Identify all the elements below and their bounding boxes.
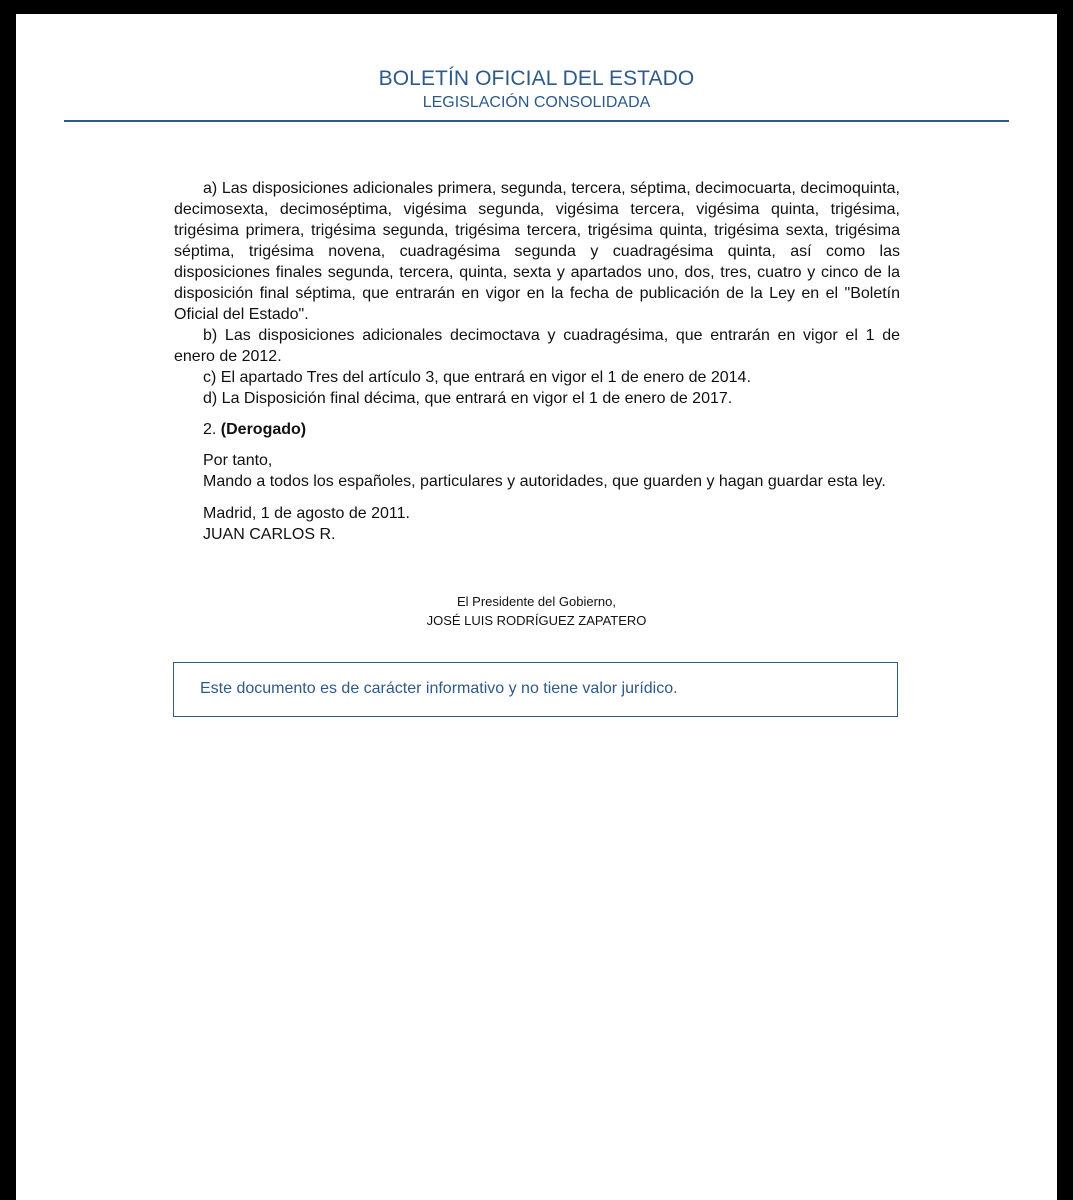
- header-title: BOLETÍN OFICIAL DEL ESTADO: [378, 67, 695, 90]
- paragraph-item-b: b) Las disposiciones adicionales decimoctava y cuadragésima, que entrarán en vigor el 1 de enero de 2012.: [174, 327, 900, 365]
- countersignature: [16, 592, 1057, 630]
- header-subtitle: LEGISLACIÓN CONSOLIDADA: [422, 94, 651, 111]
- header-divider: [64, 120, 1009, 122]
- king-signature: JUAN CARLOS R.: [203, 526, 336, 543]
- document-header: [16, 66, 1057, 114]
- paragraph-item-c: c) El apartado Tres del artículo 3, que entrará en vigor el 1 de enero de 2014.: [203, 369, 751, 386]
- paragraph-point-2: [174, 419, 900, 440]
- countersign-role: El Presidente del Gobierno,: [457, 594, 616, 609]
- paragraph-por-tanto: Por tanto,: [203, 452, 273, 469]
- disclaimer-box: [173, 662, 898, 717]
- paragraph-mando: Mando a todos los españoles, particulares y autoridades, que guarden y hagan guardar esta ley.: [203, 473, 886, 490]
- paragraph-item-a: a) Las disposiciones adicionales primera, segunda, tercera, séptima, decimocuarta, decimoquinta, decimosexta, decimoséptima, vigésima segunda, vigésima tercera, vigésima quinta, trigésima, trigésima primera, trigésima segunda, trigésima tercera, trigésima quinta, trigésima sexta, trigésima séptima, trigésima novena, cuadragésima segunda y cuadragésima quinta, así como las disposiciones finales segunda, tercera, quinta, sexta y apartados uno, dos, tres, cuatro y cinco de la disposición final séptima, que entrarán en vigor en la fecha de publicación de la Ley en el "Boletín Oficial del Estado".: [174, 180, 900, 323]
- paragraph-item-d: d) La Disposición final décima, que entrará en vigor el 1 de enero de 2017.: [203, 390, 733, 407]
- point-2-status: (Derogado): [220, 421, 307, 438]
- document-body: [174, 178, 900, 545]
- disclaimer-text: Este documento es de carácter informativo y no tiene valor jurídico.: [200, 680, 678, 697]
- document-page: [16, 14, 1057, 1200]
- paragraph-place-date: Madrid, 1 de agosto de 2011.: [203, 505, 410, 522]
- point-2-number: 2.: [203, 421, 217, 438]
- countersign-name: JOSÉ LUIS RODRÍGUEZ ZAPATERO: [426, 613, 647, 628]
